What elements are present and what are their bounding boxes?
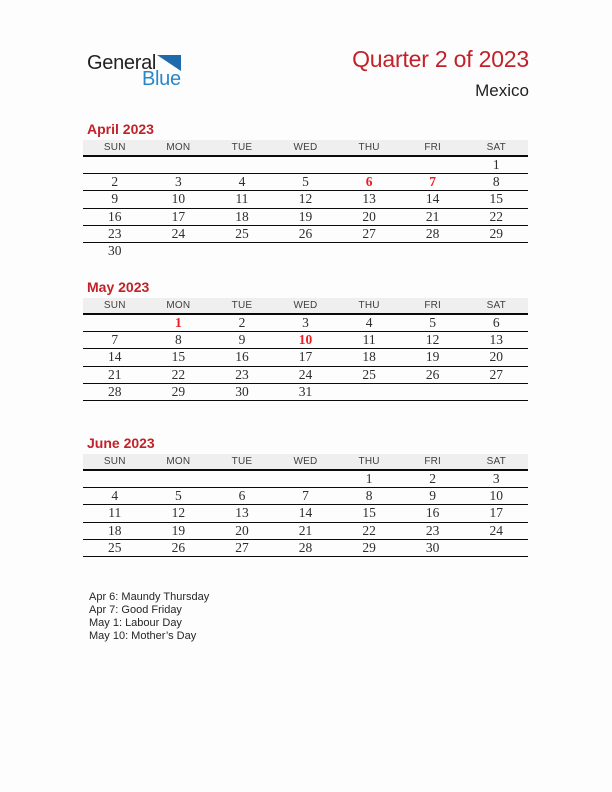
holiday-item: May 1: Labour Day <box>89 617 182 629</box>
weekday-header: TUE <box>231 300 253 311</box>
day-cell: 26 <box>298 225 313 241</box>
empty-day-cell <box>210 471 274 487</box>
day-cell: 30 <box>235 383 249 399</box>
weekday-header: MON <box>166 142 191 153</box>
day-cell: 4 <box>365 315 373 330</box>
week-row <box>83 523 528 540</box>
weekday-header-row <box>83 298 528 315</box>
day-cell: 8 <box>365 488 373 504</box>
day-cell: 8 <box>492 174 500 190</box>
page-title: Quarter 2 of 2023 <box>352 46 529 72</box>
day-cell: 24 <box>171 225 186 241</box>
empty-day-cell <box>274 471 338 487</box>
day-cell: 13 <box>362 191 376 207</box>
day-cell: 18 <box>235 208 249 224</box>
holiday-list <box>89 591 209 643</box>
empty-day-cell <box>401 157 465 173</box>
week-row <box>83 384 528 401</box>
day-cell: 27 <box>362 225 376 241</box>
day-cell: 29 <box>362 539 376 555</box>
day-cell: 14 <box>108 349 122 365</box>
day-cell: 15 <box>362 505 376 521</box>
day-cell: 26 <box>425 366 440 382</box>
day-cell: 5 <box>174 488 182 504</box>
weekday-header: THU <box>358 456 380 467</box>
day-cell: 17 <box>171 208 186 224</box>
day-cell: 8 <box>174 332 182 348</box>
day-cell: 11 <box>362 332 376 348</box>
day-cell: 21 <box>298 522 313 538</box>
day-cell: 2 <box>111 174 119 190</box>
day-cell: 25 <box>108 539 122 555</box>
day-cell: 29 <box>489 225 503 241</box>
empty-day-cell <box>210 157 274 173</box>
empty-day-cell <box>274 243 338 259</box>
day-cell: 16 <box>108 208 122 224</box>
empty-day-cell <box>464 540 528 556</box>
day-cell: 18 <box>108 522 122 538</box>
day-cell: 31 <box>298 383 313 399</box>
weekday-header: THU <box>358 300 380 311</box>
weekday-header-row <box>83 140 528 157</box>
day-cell: 21 <box>425 208 440 224</box>
empty-day-cell <box>147 157 211 173</box>
empty-day-cell <box>83 315 147 331</box>
day-cell: 9 <box>238 332 246 348</box>
month-calendar-may <box>83 279 528 401</box>
week-row <box>83 226 528 243</box>
weekday-header: SUN <box>103 456 126 467</box>
day-cell: 6 <box>238 488 246 504</box>
empty-day-cell <box>464 384 528 400</box>
day-cell: 9 <box>429 488 437 504</box>
holiday-day-cell: 6 <box>365 174 373 190</box>
day-cell: 17 <box>298 349 313 365</box>
weekday-header: SUN <box>103 300 126 311</box>
day-cell: 17 <box>489 505 503 521</box>
week-row <box>83 540 528 557</box>
day-cell: 30 <box>108 242 122 258</box>
holiday-day-cell: 1 <box>174 315 182 330</box>
day-cell: 22 <box>171 366 186 382</box>
week-row <box>83 315 528 332</box>
day-cell: 20 <box>362 208 376 224</box>
empty-day-cell <box>464 243 528 259</box>
day-cell: 2 <box>238 315 246 330</box>
day-cell: 26 <box>171 539 186 555</box>
day-cell: 23 <box>235 366 249 382</box>
day-cell: 6 <box>492 315 500 330</box>
weekday-header: FRI <box>424 142 442 153</box>
empty-day-cell <box>337 243 401 259</box>
logo-word-blue: Blue <box>142 68 181 90</box>
day-cell: 28 <box>298 539 313 555</box>
weekday-header: TUE <box>231 456 253 467</box>
empty-day-cell <box>401 243 465 259</box>
holiday-day-cell: 10 <box>298 332 313 348</box>
day-cell: 7 <box>302 488 309 504</box>
day-cell: 13 <box>235 505 249 521</box>
logo-word-general: General <box>87 52 157 74</box>
day-cell: 10 <box>489 488 503 504</box>
day-cell: 1 <box>492 157 500 172</box>
weekday-header: SUN <box>103 142 126 153</box>
day-cell: 21 <box>108 366 122 382</box>
day-cell: 12 <box>298 191 313 207</box>
weekday-header: FRI <box>424 456 442 467</box>
title-block <box>352 46 529 100</box>
week-row <box>83 488 528 505</box>
day-cell: 16 <box>425 505 440 521</box>
empty-day-cell <box>147 471 211 487</box>
day-cell: 3 <box>492 471 500 486</box>
day-cell: 22 <box>362 522 376 538</box>
day-cell: 4 <box>238 174 246 190</box>
day-cell: 14 <box>298 505 313 521</box>
weekday-header: MON <box>166 456 191 467</box>
month-calendar-april <box>83 121 528 259</box>
day-cell: 18 <box>362 349 376 365</box>
week-row <box>83 349 528 366</box>
day-cell: 10 <box>171 191 186 207</box>
day-cell: 9 <box>111 191 119 207</box>
day-cell: 7 <box>111 332 119 348</box>
day-cell: 1 <box>365 471 373 486</box>
holiday-item: Apr 6: Maundy Thursday <box>89 591 210 603</box>
week-row <box>83 243 528 259</box>
day-cell: 28 <box>425 225 440 241</box>
day-cell: 25 <box>362 366 376 382</box>
day-cell: 19 <box>425 349 440 365</box>
day-cell: 3 <box>174 174 182 190</box>
month-title: June 2023 <box>87 435 155 451</box>
day-cell: 5 <box>429 315 437 330</box>
empty-day-cell <box>274 157 338 173</box>
holiday-day-cell: 7 <box>429 174 437 190</box>
day-cell: 30 <box>425 539 440 555</box>
day-cell: 27 <box>489 366 503 382</box>
month-calendar-june <box>83 435 528 557</box>
day-cell: 15 <box>489 191 503 207</box>
day-cell: 23 <box>425 522 440 538</box>
holiday-item: May 10: Mother’s Day <box>89 630 197 642</box>
day-cell: 20 <box>489 349 503 365</box>
day-cell: 29 <box>171 383 186 399</box>
weekday-header: THU <box>358 142 380 153</box>
week-row <box>83 332 528 349</box>
day-cell: 22 <box>489 208 503 224</box>
page-subtitle-country: Mexico <box>475 81 529 100</box>
day-cell: 4 <box>111 488 119 504</box>
week-row <box>83 157 528 174</box>
weekday-header: WED <box>293 142 318 153</box>
empty-day-cell <box>83 471 147 487</box>
empty-day-cell <box>337 157 401 173</box>
empty-day-cell <box>337 384 401 400</box>
day-cell: 11 <box>235 191 249 207</box>
weekday-header: SAT <box>486 142 506 153</box>
week-row <box>83 471 528 488</box>
general-blue-logo <box>87 54 207 94</box>
weekday-header-row <box>83 454 528 471</box>
weekday-header: SAT <box>486 456 506 467</box>
day-cell: 15 <box>171 349 186 365</box>
weekday-header: MON <box>166 300 191 311</box>
day-cell: 13 <box>489 332 503 348</box>
day-cell: 25 <box>235 225 249 241</box>
day-cell: 12 <box>171 505 186 521</box>
day-cell: 3 <box>302 315 309 330</box>
week-row <box>83 209 528 226</box>
empty-day-cell <box>210 243 274 259</box>
week-row <box>83 174 528 191</box>
day-cell: 19 <box>171 522 186 538</box>
weekday-header: FRI <box>424 300 442 311</box>
weekday-header: SAT <box>486 300 506 311</box>
day-cell: 11 <box>108 505 122 521</box>
day-cell: 12 <box>425 332 440 348</box>
day-cell: 23 <box>108 225 122 241</box>
day-cell: 28 <box>108 383 122 399</box>
day-cell: 5 <box>302 174 309 190</box>
weekday-header: TUE <box>231 142 253 153</box>
month-title: April 2023 <box>87 121 154 137</box>
day-cell: 19 <box>298 208 313 224</box>
day-cell: 16 <box>235 349 249 365</box>
empty-day-cell <box>147 243 211 259</box>
week-row <box>83 505 528 522</box>
week-row <box>83 367 528 384</box>
week-row <box>83 191 528 208</box>
day-cell: 20 <box>235 522 249 538</box>
holiday-item: Apr 7: Good Friday <box>89 604 182 616</box>
day-cell: 24 <box>298 366 313 382</box>
day-cell: 24 <box>489 522 503 538</box>
empty-day-cell <box>401 384 465 400</box>
empty-day-cell <box>83 157 147 173</box>
weekday-header: WED <box>293 300 318 311</box>
day-cell: 14 <box>425 191 440 207</box>
day-cell: 2 <box>429 471 437 486</box>
weekday-header: WED <box>293 456 318 467</box>
day-cell: 27 <box>235 539 249 555</box>
month-title: May 2023 <box>87 279 150 295</box>
